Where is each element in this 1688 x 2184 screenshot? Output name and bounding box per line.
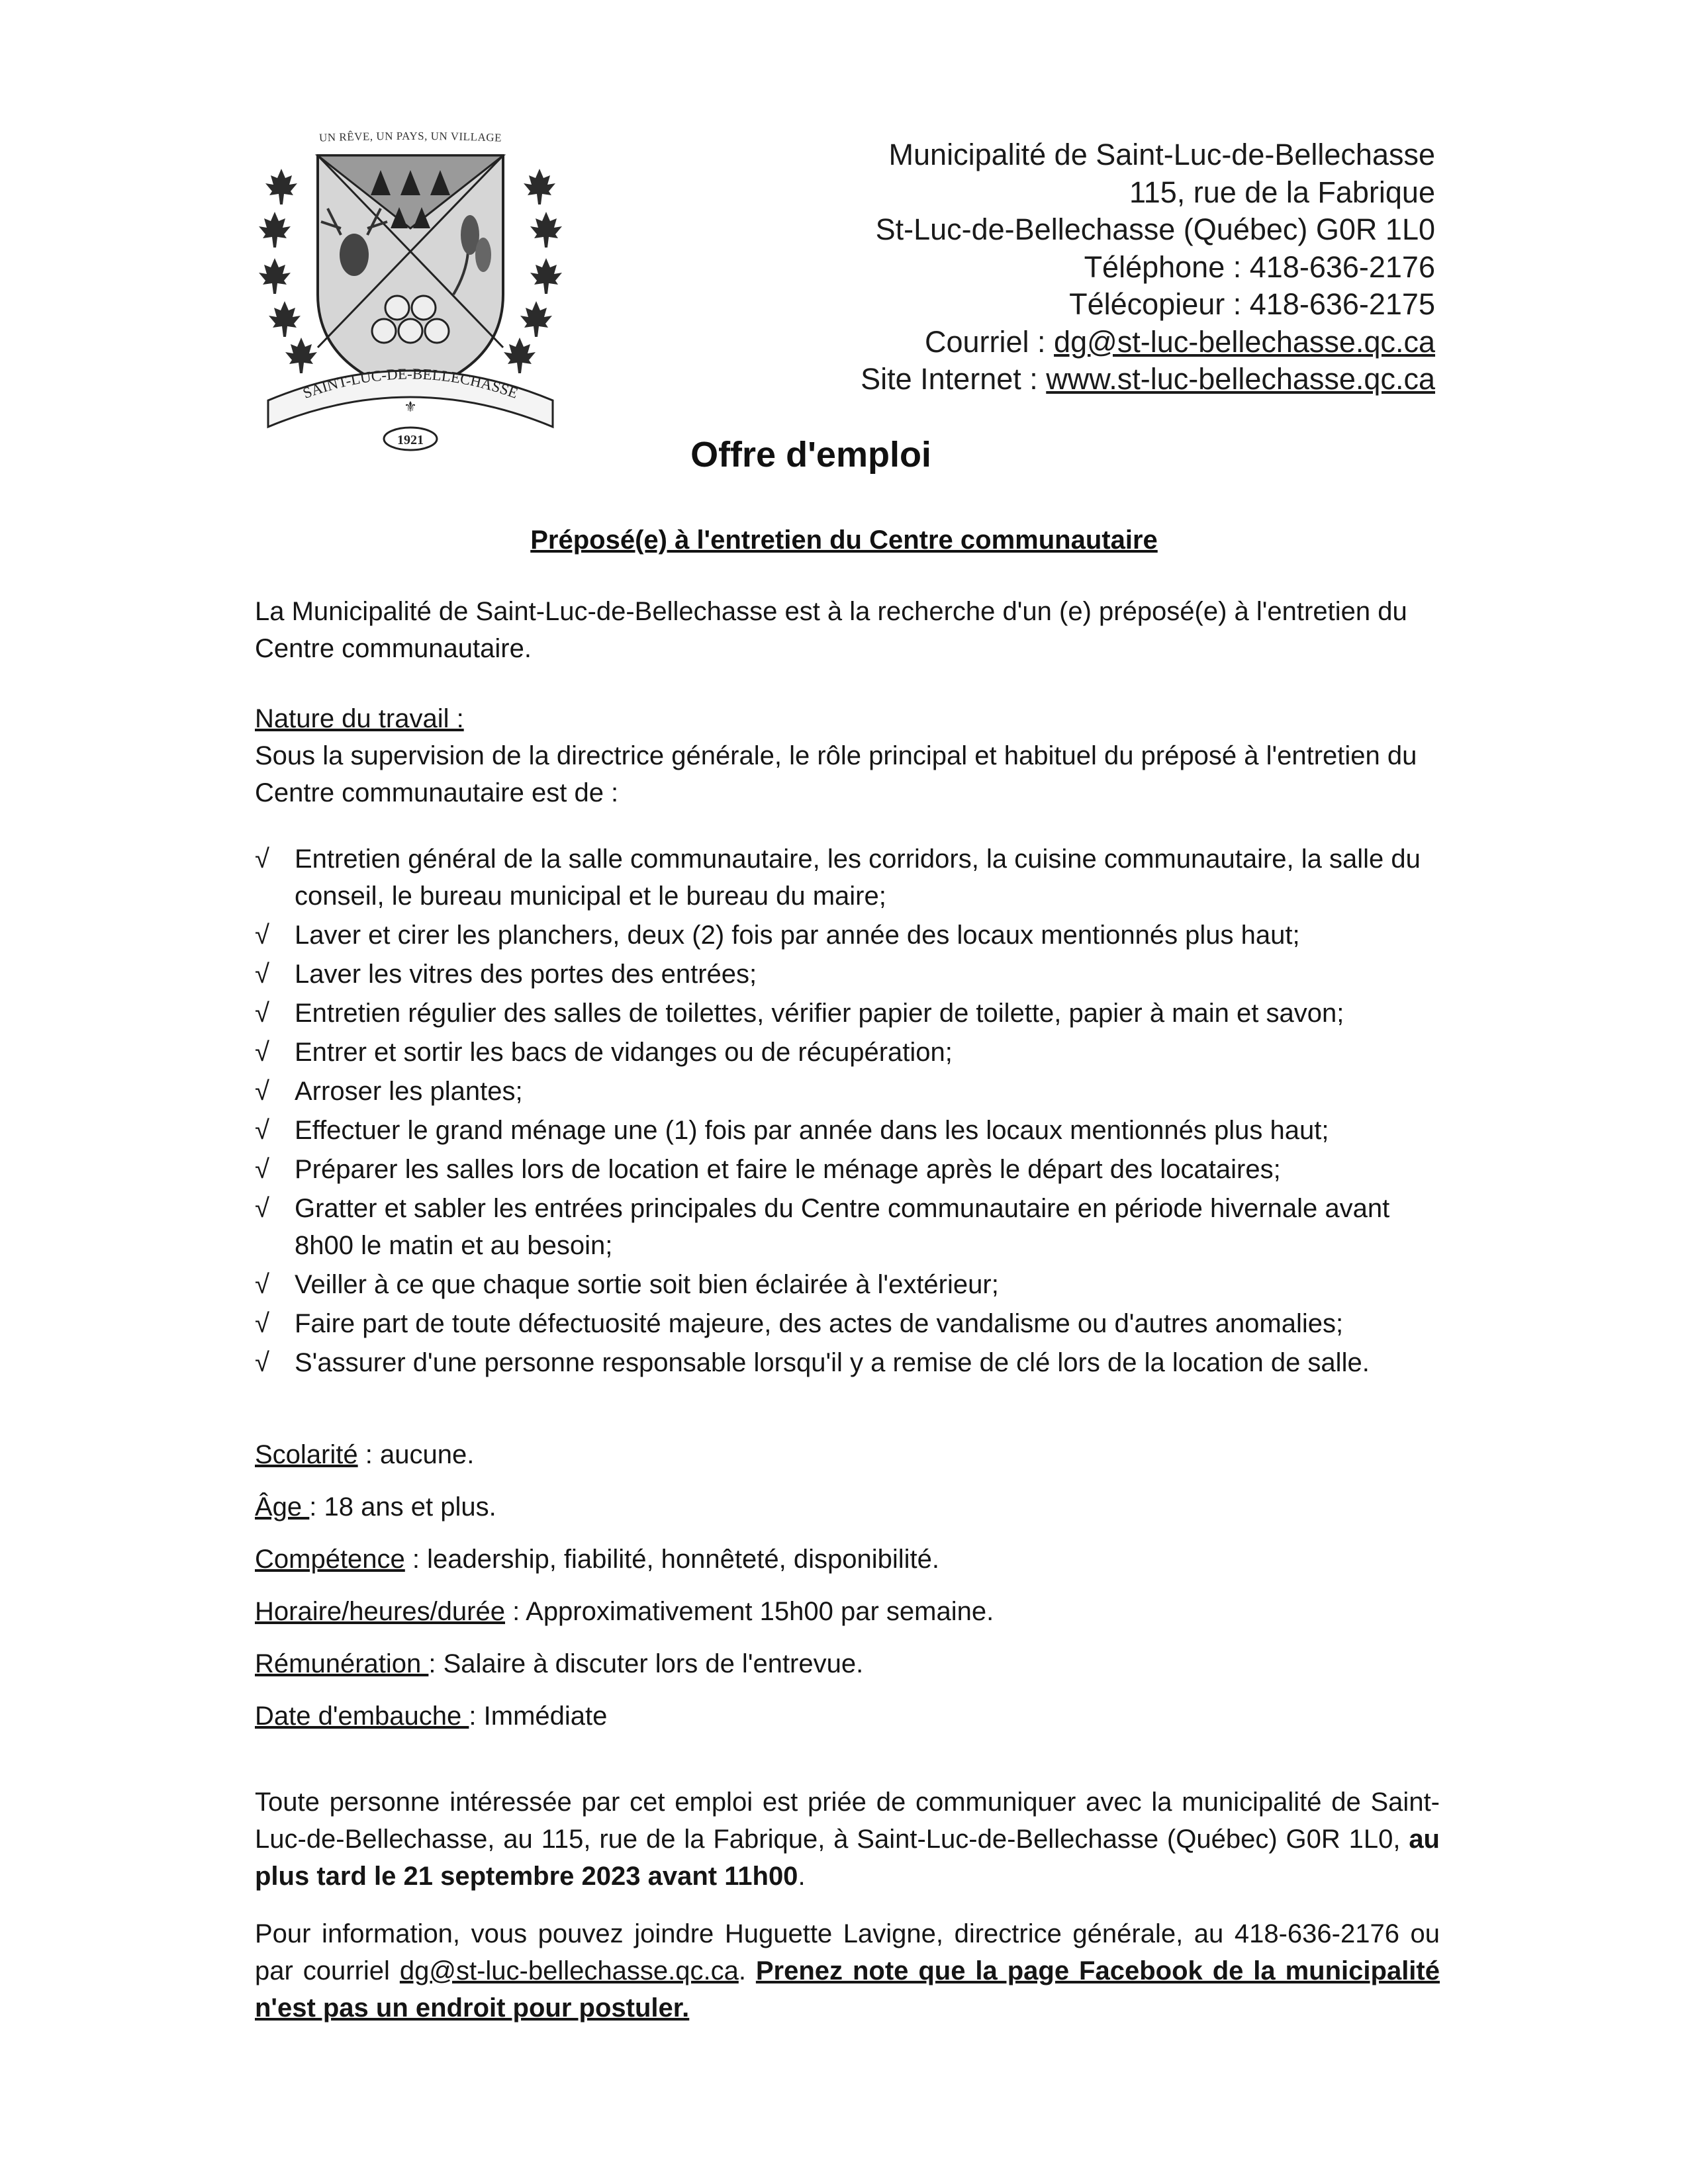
nature-heading: Nature du travail : (255, 704, 464, 733)
website-link[interactable]: www.st-luc-bellechasse.qc.ca (1046, 362, 1435, 396)
duty-text: Préparer les salles lors de location et faire le ménage après le départ des locataires; (295, 1155, 1281, 1184)
duty-text: Veiller à ce que chaque sortie soit bien éclairée à l'extérieur; (295, 1270, 999, 1299)
duty-item (255, 841, 1446, 915)
fax-label: Télécopieur : (1069, 287, 1250, 321)
duty-text: S'assurer d'une personne responsable lorsqu'il y a remise de clé lors de la location de salle. (295, 1348, 1370, 1377)
email-link[interactable]: dg@st-luc-bellechasse.qc.ca (1054, 324, 1435, 359)
job-detail-row (255, 1436, 1440, 1488)
application-deadline: au plus tard le 21 septembre 2023 avant 11h00 (255, 1825, 1440, 1891)
crest-emblem (255, 129, 566, 453)
information-paragraph (255, 1915, 1440, 2026)
crest-motto: UN RÊVE, UN PAYS, UN VILLAGE (318, 129, 502, 144)
information-text: Pour information, vous pouvez joindre Huguette Lavigne, directrice générale, au 418-636-2176 ou par courriel (255, 1919, 1440, 1985)
job-detail-label: Rémunération (255, 1649, 429, 1678)
checkmark-icon: √ (255, 1155, 269, 1184)
website-label: Site Internet : (861, 362, 1047, 396)
duty-item (255, 1305, 1446, 1342)
job-detail-label: Âge (255, 1492, 310, 1522)
facebook-note: Prenez note que la page Facebook de la municipalité n'est pas un endroit pour postuler. (255, 1956, 1440, 2023)
municipal-crest (255, 129, 566, 453)
duty-item (255, 1344, 1446, 1381)
fax-line (641, 286, 1435, 324)
fax-number: 418-636-2175 (1249, 287, 1435, 321)
duty-item (255, 1112, 1446, 1149)
duty-text: Laver et cirer les planchers, deux (2) fois par année des locaux mentionnés plus haut; (295, 921, 1300, 950)
nature-text: Sous la supervision de la directrice générale, le rôle principal et habituel du préposé à l'entretien du Centre communautaire est de : (255, 741, 1417, 807)
duty-item (255, 995, 1446, 1032)
email-line (641, 324, 1435, 361)
information-email-link[interactable]: dg@st-luc-bellechasse.qc.ca (399, 1956, 739, 1985)
checkmark-icon: √ (255, 960, 269, 989)
crest-year: 1921 (397, 433, 424, 447)
website-line (641, 361, 1435, 398)
duty-text: Entretien général de la salle communautaire, les corridors, la cuisine communautaire, la salle du conseil, le bureau municipal et le bureau du maire; (295, 844, 1421, 911)
duty-item (255, 1266, 1446, 1303)
job-detail-value: : Salaire à discuter lors de l'entrevue. (428, 1649, 864, 1678)
job-details (255, 1436, 1440, 1750)
checkmark-icon: √ (255, 1348, 269, 1377)
duty-text: Effectuer le grand ménage une (1) fois par année dans les locaux mentionnés plus haut; (295, 1116, 1329, 1145)
job-detail-value: : Immédiate (469, 1702, 608, 1731)
nature-section (255, 700, 1440, 811)
duty-item (255, 917, 1446, 954)
job-detail-value: : 18 ans et plus. (309, 1492, 496, 1522)
duty-text: Faire part de toute défectuosité majeure, des actes de vandalisme ou d'autres anomalies; (295, 1309, 1344, 1338)
job-detail-row (255, 1488, 1440, 1541)
city-postal: St-Luc-de-Bellechasse (Québec) G0R 1L0 (875, 212, 1435, 246)
phone-line (641, 249, 1435, 287)
checkmark-icon: √ (255, 1038, 269, 1067)
job-detail-value: : Approximativement 15h00 par semaine. (505, 1597, 994, 1626)
job-detail-label: Date d'embauche (255, 1702, 469, 1731)
checkmark-icon: √ (255, 999, 269, 1028)
checkmark-icon: √ (255, 1309, 269, 1338)
svg-text:⚜: ⚜ (404, 399, 417, 416)
checkmark-icon: √ (255, 1270, 269, 1299)
duty-text: Gratter et sabler les entrées principales du Centre communautaire en période hivernale avant 8h00 le matin et au besoin; (295, 1194, 1390, 1260)
phone-label: Téléphone : (1084, 250, 1250, 284)
duty-text: Arroser les plantes; (295, 1077, 523, 1106)
email-label: Courriel : (924, 324, 1055, 359)
job-detail-row (255, 1541, 1440, 1593)
checkmark-icon: √ (255, 1116, 269, 1145)
job-detail-label: Compétence (255, 1545, 405, 1574)
duty-text: Entrer et sortir les bacs de vidanges ou de récupération; (295, 1038, 953, 1067)
page-title: Offre d'emploi (690, 435, 931, 475)
application-paragraph (255, 1784, 1440, 1895)
crest-ribbon-text: SAINT-LUC-DE-BELLECHASSE (301, 365, 520, 402)
job-detail-label: Horaire/heures/durée (255, 1597, 505, 1626)
duty-item (255, 1190, 1446, 1264)
application-text: Toute personne intéressée par cet emploi est priée de communiquer avec la municipalité de Saint-Luc-de-Bellechasse, au 115, rue de la Fabrique, à Saint-Luc-de-Bellechasse (Québec) G0R 1L0, (255, 1788, 1440, 1854)
information-sep: . (738, 1956, 756, 1985)
duties-list (255, 841, 1446, 1383)
duty-item (255, 956, 1446, 993)
checkmark-icon: √ (255, 921, 269, 950)
org-name: Municipalité de Saint-Luc-de-Bellechasse (888, 138, 1435, 171)
job-detail-label: Scolarité (255, 1440, 358, 1469)
checkmark-icon: √ (255, 1194, 269, 1223)
phone-number: 418-636-2176 (1249, 250, 1435, 284)
duty-text: Entretien régulier des salles de toilettes, vérifier papier de toilette, papier à main et savon; (295, 999, 1344, 1028)
job-detail-value: : leadership, fiabilité, honnêteté, disponibilité. (404, 1545, 939, 1574)
job-detail-value: : aucune. (357, 1440, 475, 1469)
job-title: Préposé(e) à l'entretien du Centre communautaire (530, 525, 1158, 555)
duty-text: Laver les vitres des portes des entrées; (295, 960, 757, 989)
municipality-address-block (641, 136, 1435, 398)
job-detail-row (255, 1645, 1440, 1698)
application-end: . (798, 1862, 806, 1891)
svg-text:UN RÊVE, UN PAYS, UN VILLAGE (319, 130, 502, 144)
duty-item (255, 1151, 1446, 1188)
intro-paragraph: La Municipalité de Saint-Luc-de-Bellechasse est à la recherche d'un (e) préposé(e) à l'entretien du Centre communautaire. (255, 597, 1407, 663)
job-detail-row (255, 1593, 1440, 1645)
checkmark-icon: √ (255, 1077, 269, 1106)
duty-item (255, 1034, 1446, 1071)
duty-item (255, 1073, 1446, 1110)
checkmark-icon: √ (255, 844, 269, 874)
street-address: 115, rue de la Fabrique (1129, 175, 1435, 209)
job-detail-row (255, 1698, 1440, 1750)
